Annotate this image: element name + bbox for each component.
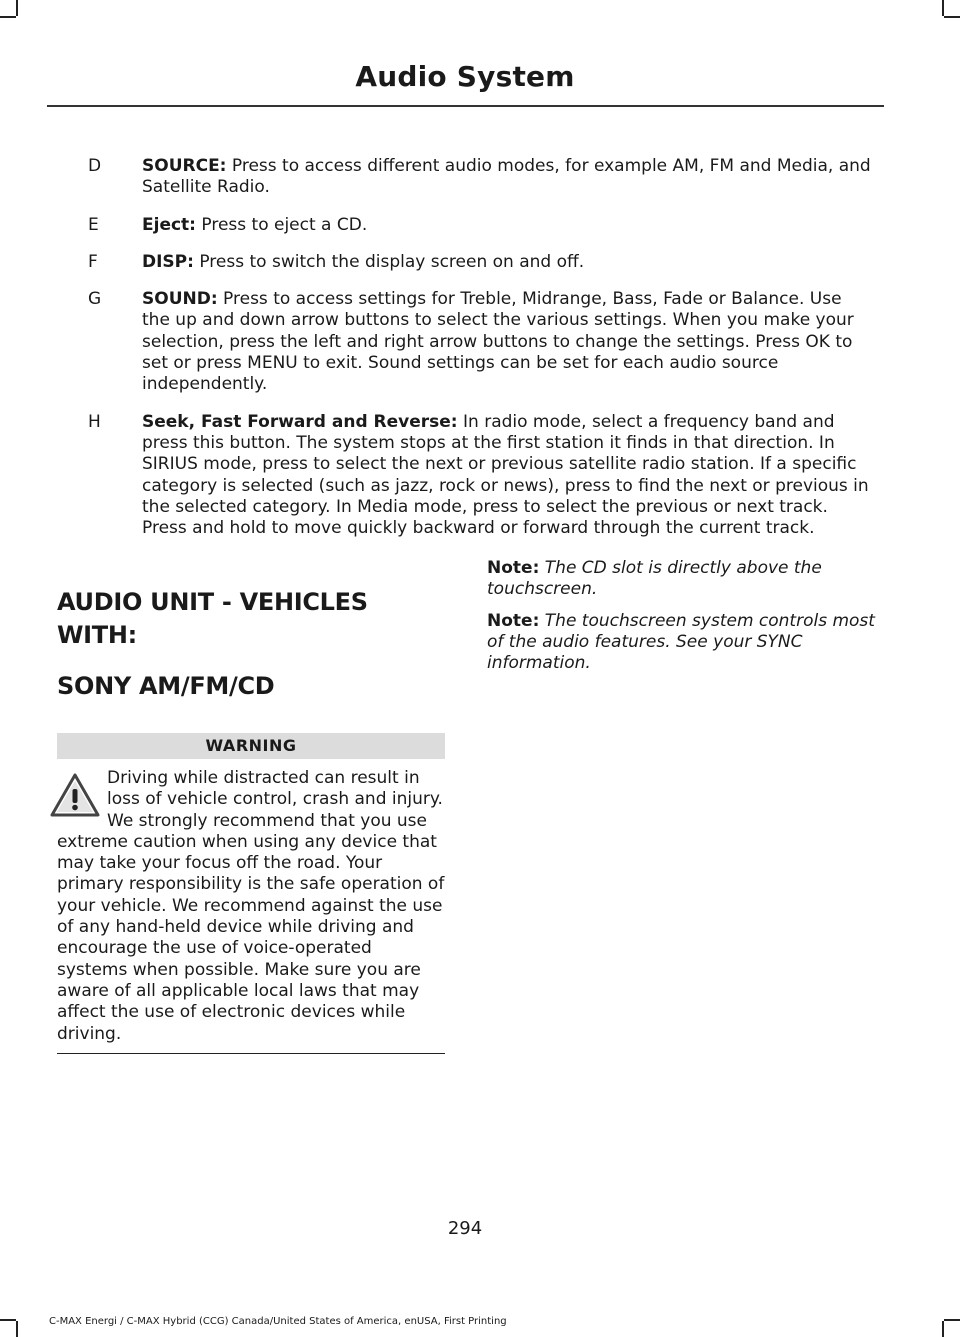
note-text: The CD slot is directly above the touchscreen. bbox=[487, 558, 822, 600]
crop-mark bbox=[942, 0, 944, 16]
definition-text bbox=[142, 215, 874, 236]
definition-key: H bbox=[88, 411, 101, 432]
warning-divider bbox=[57, 1053, 445, 1055]
definition-term: Seek, Fast Forward and Reverse: bbox=[142, 411, 458, 432]
definition-item bbox=[50, 215, 874, 236]
definition-term: SOUND: bbox=[142, 289, 218, 310]
page-number: 294 bbox=[447, 1218, 483, 1239]
section-subheading: SONY AM/FM/CD bbox=[57, 672, 275, 700]
crop-mark bbox=[16, 0, 18, 16]
definition-text bbox=[142, 252, 874, 273]
definition-term: DISP: bbox=[142, 251, 194, 272]
footer-text: C-MAX Energi / C-MAX Hybrid (CCG) Canada/United States of America, enUSA, First Printing bbox=[49, 1316, 507, 1327]
section-heading: AUDIO UNIT - VEHICLES WITH: bbox=[57, 588, 368, 649]
crop-mark bbox=[16, 1321, 18, 1337]
definition-text bbox=[142, 412, 874, 540]
warning-label: WARNING bbox=[57, 733, 445, 759]
definition-body: Press to access different audio modes, for example AM, FM and Media, and Satellite Radio. bbox=[142, 156, 871, 198]
definition-text bbox=[142, 156, 874, 199]
note-label: Note: bbox=[487, 610, 540, 631]
crop-mark bbox=[942, 1321, 944, 1337]
crop-mark bbox=[0, 1319, 16, 1321]
warning-text: Driving while distracted can result in loss of vehicle control, crash and injury. We strongly recommend that you use extreme caution when using any device that may take your focus off the road. Your primary responsibility is the safe operation of your vehicle. We recommend against the use of any hand-held device while driving and encourage the use of voice-operated systems when possible. Make sure you are aware of all applicable local laws that may affect the use of electronic devices while driving. bbox=[57, 768, 445, 1044]
definition-term: SOURCE: bbox=[142, 156, 227, 176]
crop-mark bbox=[0, 16, 16, 18]
definition-body: Press to switch the display screen on and off. bbox=[193, 251, 585, 272]
definition-item bbox=[50, 156, 874, 199]
definition-key: D bbox=[88, 156, 102, 176]
page-title: Audio System bbox=[355, 60, 575, 93]
left-column bbox=[57, 586, 445, 1054]
crop-mark bbox=[944, 1319, 960, 1321]
right-column bbox=[487, 558, 877, 684]
definition-list bbox=[50, 156, 874, 555]
definition-item bbox=[50, 412, 874, 540]
definition-body: Press to eject a CD. bbox=[195, 214, 368, 235]
definition-item bbox=[50, 252, 874, 273]
warning-body bbox=[57, 768, 445, 1045]
definition-body: In radio mode, select a frequency band and press this button. The system stops at the first station it finds in that direction. In SIRIUS mode, press to select the next or previous satellite radio station. If a specific category is selected (such as jazz, rock or news), press to find the next or previous in the selected category. In Media mode, press to select the previous or next track. Press and hold to move quickly backward or forward through the current track. bbox=[142, 411, 869, 539]
definition-key: F bbox=[88, 251, 98, 272]
note-item bbox=[487, 558, 877, 601]
definition-key: G bbox=[88, 289, 102, 310]
note-item bbox=[487, 611, 877, 675]
definition-key: E bbox=[88, 214, 99, 235]
crop-mark bbox=[944, 16, 960, 18]
note-text: The touchscreen system controls most of the audio features. See your SYNC information. bbox=[487, 610, 875, 674]
warning-triangle-icon bbox=[49, 772, 101, 818]
note-label: Note: bbox=[487, 558, 540, 578]
definition-item bbox=[50, 289, 874, 395]
header-divider bbox=[47, 105, 884, 107]
definition-term: Eject: bbox=[142, 214, 196, 235]
definition-body: Press to access settings for Treble, Midrange, Bass, Fade or Balance. Use the up and down arrow buttons to select the various settings. When you make your selection, press the left and right arrow buttons to change the settings. Press OK to set or press MENU to exit. Sound settings can be set for each audio source independently. bbox=[142, 289, 854, 395]
definition-text bbox=[142, 289, 874, 395]
